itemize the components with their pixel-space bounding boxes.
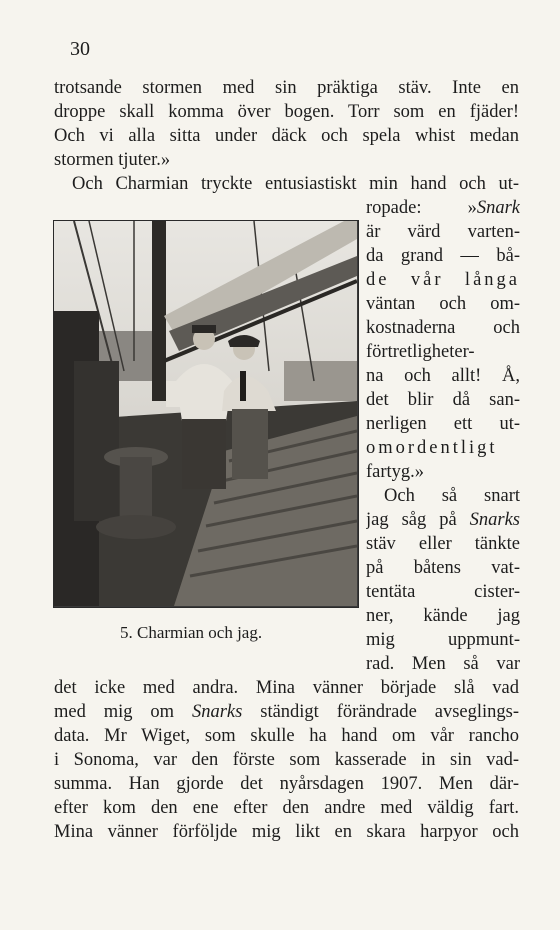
- text-line: väntan och om-: [366, 294, 520, 314]
- text-line: kostnaderna och: [366, 318, 520, 338]
- text-line: Och Charmian tryckte entusiastiskt min hand och ut-: [72, 174, 519, 194]
- text-line: droppe skall komma över bogen. Torr som en fjäder!: [54, 102, 519, 122]
- text-line: Och så snart: [384, 486, 520, 506]
- text-line: Mina vänner förföljde mig likt en skara harpyor och: [54, 822, 519, 842]
- text-line: mig uppmunt-: [366, 630, 520, 650]
- text-line: med mig om Snarks ständigt förändrade avseglings-: [54, 702, 519, 722]
- text-line: stäv eller tänkte: [366, 534, 520, 554]
- text-line: omordentligt: [366, 438, 498, 458]
- photograph-charmian-and-author: [53, 220, 359, 608]
- text-line: ner, kände jag: [366, 606, 520, 626]
- text-line: rad. Men så var: [366, 654, 520, 674]
- text-line: nerligen ett ut-: [366, 414, 520, 434]
- text-line: trotsande stormen med sin präktiga stäv. Inte en: [54, 78, 519, 98]
- text-line: na och allt! Å,: [366, 366, 520, 386]
- text-line: tentäta cister-: [366, 582, 520, 602]
- text-line: på båtens vat-: [366, 558, 520, 578]
- text-line: det blir då san-: [366, 390, 520, 410]
- text-line: stormen tjuter.»: [54, 150, 171, 170]
- text-line: data. Mr Wiget, som skulle ha hand om vår rancho: [54, 726, 519, 746]
- text-line: ropade: »Snark: [366, 198, 520, 218]
- text-line: är värd varten-: [366, 222, 520, 242]
- text-line: i Sonoma, var den förste som kasserade in sin vad-: [54, 750, 519, 770]
- text-line: Och vi alla sitta under däck och spela whist medan: [54, 126, 519, 146]
- text-line: fartyg.»: [366, 462, 425, 482]
- text-line: de vår långa: [366, 270, 520, 290]
- figure-caption: 5. Charmian och jag.: [120, 623, 263, 642]
- text-line: da grand — bå-: [366, 246, 520, 266]
- text-line: efter kom den ene efter den andre med väldig fart.: [54, 798, 519, 818]
- text-line: förtretligheter-: [366, 342, 475, 362]
- text-line: jag såg på Snarks: [366, 510, 520, 530]
- text-line: summa. Han gjorde det nyårsdagen 1907. Men där-: [54, 774, 519, 794]
- text-line: det icke med andra. Mina vänner började slå vad: [54, 678, 519, 698]
- page-number: 30: [70, 38, 90, 60]
